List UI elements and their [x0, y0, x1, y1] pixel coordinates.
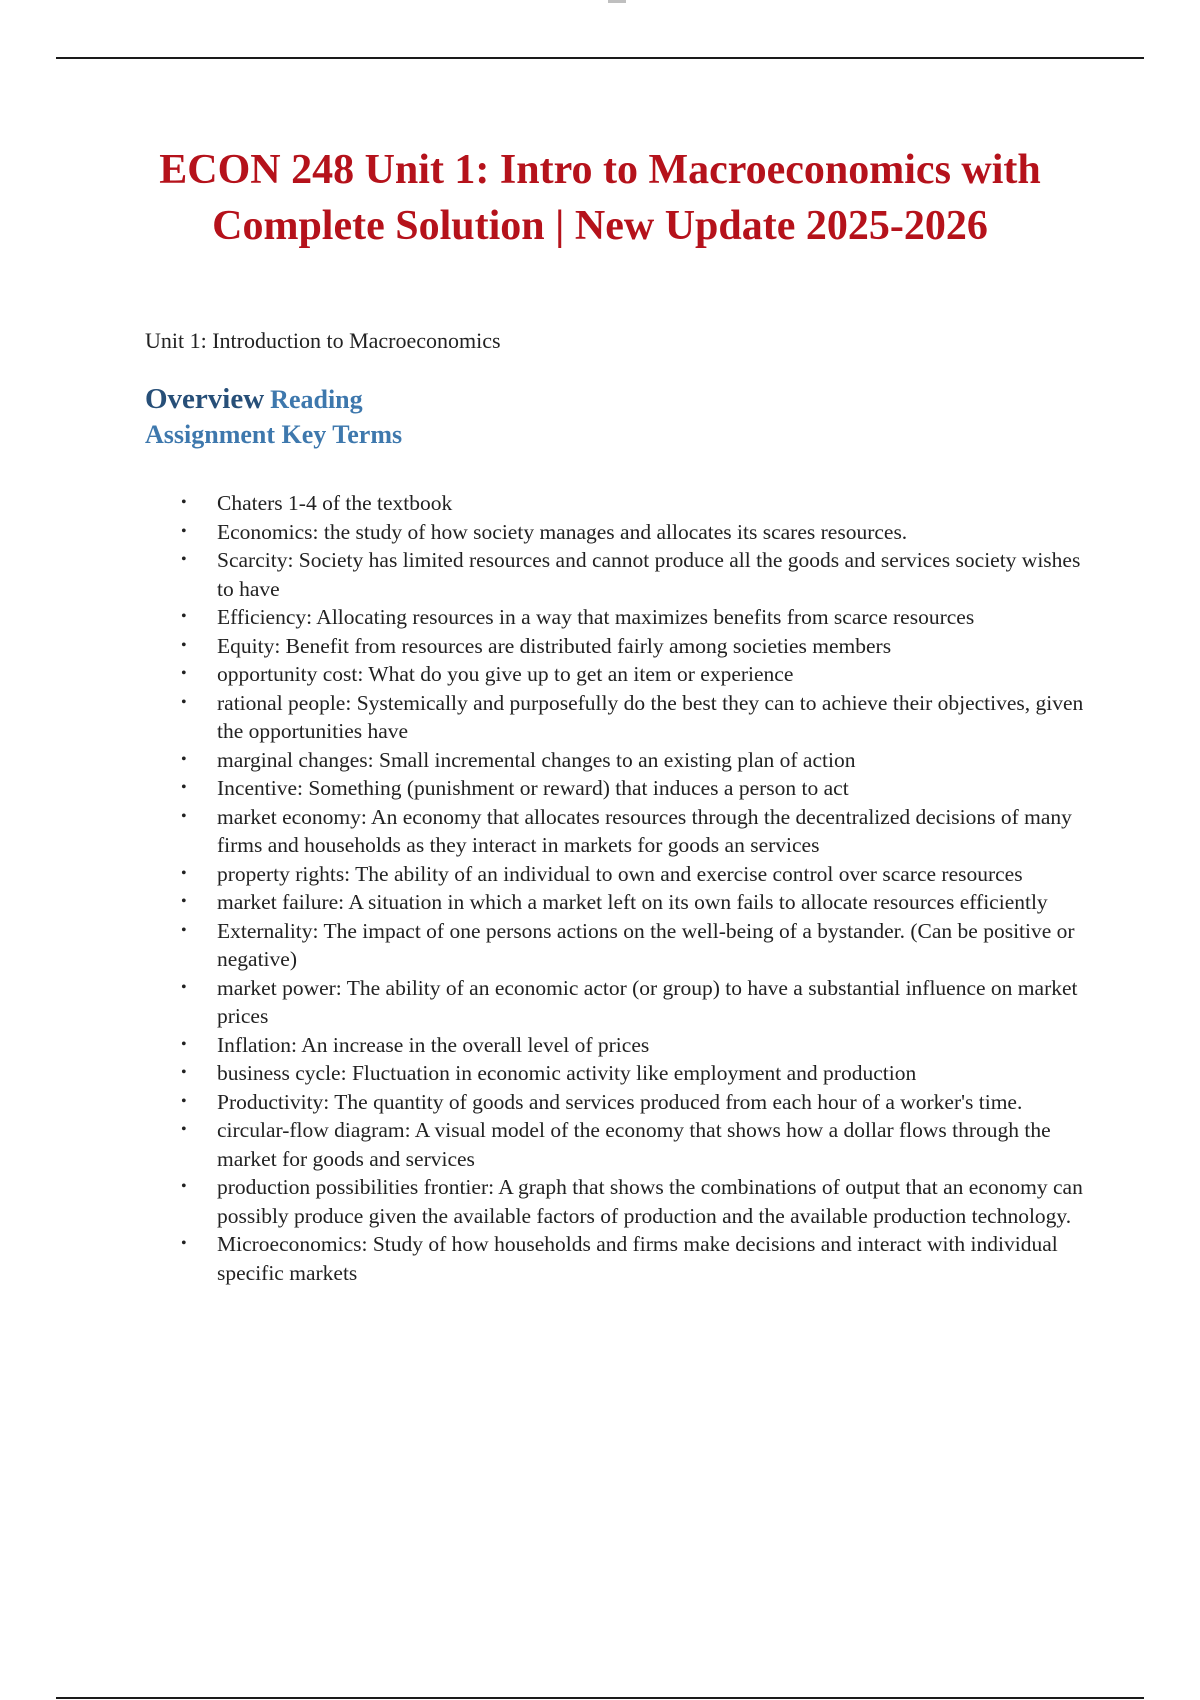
term-list-item [145, 1031, 1095, 1060]
bullet-icon: • [181, 750, 187, 768]
bullet-icon: • [181, 608, 187, 625]
bullet-icon: • [181, 636, 187, 654]
term-list-item [145, 518, 1095, 547]
bullet-icon: • [181, 1235, 187, 1252]
term-text: Microeconomics: Study of how households and firms make decisions and interact with individual specific markets [217, 1232, 1058, 1285]
term-text: Scarcity: Society has limited resources and cannot produce all the goods and services society wishes to have [217, 548, 1081, 601]
header-rule [56, 57, 1144, 59]
term-text: Economics: the study of how society manages and allocates its scares resources. [217, 519, 908, 544]
term-text: rational people: Systemically and purposefully do the best they can to achieve their objectives, given the opportunities have [217, 690, 1084, 743]
term-list-item [145, 660, 1095, 689]
bullet-icon: • [181, 807, 187, 825]
term-text: Productivity: The quantity of goods and services produced from each hour of a worker's time. [217, 1089, 1023, 1114]
term-list-item [145, 1173, 1095, 1230]
term-list-item [145, 1059, 1095, 1088]
term-text: Efficiency: Allocating resources in a way that maximizes benefits from scarce resources [217, 605, 975, 629]
term-text: Externality: The impact of one persons actions on the well-being of a bystander. (Can be positive or negative) [217, 918, 1075, 971]
term-text: market economy: An economy that allocates resources through the decentralized decisions of many firms and households as they interact in markets for goods an services [217, 804, 1072, 857]
term-text: business cycle: Fluctuation in economic activity like employment and production [217, 1061, 917, 1085]
term-text: Incentive: Something (punishment or reward) that induces a person to act [217, 776, 849, 800]
term-text: production possibilities frontier: A graph that shows the combinations of output that an economy can possibly produce given the available factors of production and the available production technology. [217, 1175, 1083, 1228]
document-title: ECON 248 Unit 1: Intro to Macroeconomics with Complete Solution | New Update 2025-2026 [159, 147, 1041, 249]
bullet-icon: • [181, 978, 187, 996]
term-text: market power: The ability of an economic actor (or group) to have a substantial influence on market prices [217, 975, 1078, 1028]
term-list-item [145, 917, 1095, 974]
bullet-icon: • [181, 1121, 187, 1138]
heading-overview: Overview [145, 383, 265, 415]
bullet-icon: • [181, 1035, 187, 1053]
unit-subtitle: Unit 1: Introduction to Macroeconomics [145, 328, 501, 353]
term-list-item [145, 746, 1095, 775]
term-text: marginal changes: Small incremental changes to an existing plan of action [217, 747, 856, 772]
bullet-icon: • [181, 1178, 187, 1195]
term-text: Inflation: An increase in the overall level of prices [217, 1032, 650, 1057]
bullet-icon: • [181, 522, 187, 540]
bullet-icon: • [181, 1064, 187, 1081]
term-text: Equity: Benefit from resources are distributed fairly among societies members [217, 633, 892, 658]
term-text: circular-flow diagram: A visual model of the economy that shows how a dollar flows through the market for goods and services [217, 1118, 1051, 1171]
top-edge-mark [608, 0, 626, 3]
term-text: Chaters 1-4 of the textbook [217, 491, 453, 515]
bullet-icon: • [181, 551, 187, 568]
term-text: market failure: A situation in which a market left on its own fails to allocate resources efficiently [217, 890, 1048, 914]
bullet-icon: • [181, 864, 187, 882]
bullet-icon: • [181, 494, 187, 511]
term-list-item [145, 860, 1095, 889]
term-list-item [145, 603, 1095, 632]
term-list-item [145, 489, 1095, 518]
footer-rule [56, 1697, 1144, 1699]
term-list-item [145, 1230, 1095, 1287]
bullet-icon: • [181, 893, 187, 910]
bullet-icon: • [181, 665, 187, 682]
term-list-item [145, 546, 1095, 603]
term-text: opportunity cost: What do you give up to get an item or experience [217, 662, 794, 686]
key-terms-list [145, 489, 1095, 1287]
term-list-item [145, 1088, 1095, 1117]
bullet-icon: • [181, 693, 187, 711]
term-list-item [145, 888, 1095, 917]
term-text: property rights: The ability of an individual to own and exercise control over scarce resources [217, 861, 1023, 886]
bullet-icon: • [181, 779, 187, 796]
bullet-icon: • [181, 921, 187, 939]
term-list-item [145, 1116, 1095, 1173]
term-list-item [145, 974, 1095, 1031]
term-list-item [145, 803, 1095, 860]
section-heading [145, 382, 405, 453]
term-list-item [145, 632, 1095, 661]
heading-reading-assignment-key-terms: Reading Assignment Key Terms [145, 385, 403, 449]
term-list-item [145, 774, 1095, 803]
bullet-icon: • [181, 1092, 187, 1110]
term-list-item [145, 689, 1095, 746]
